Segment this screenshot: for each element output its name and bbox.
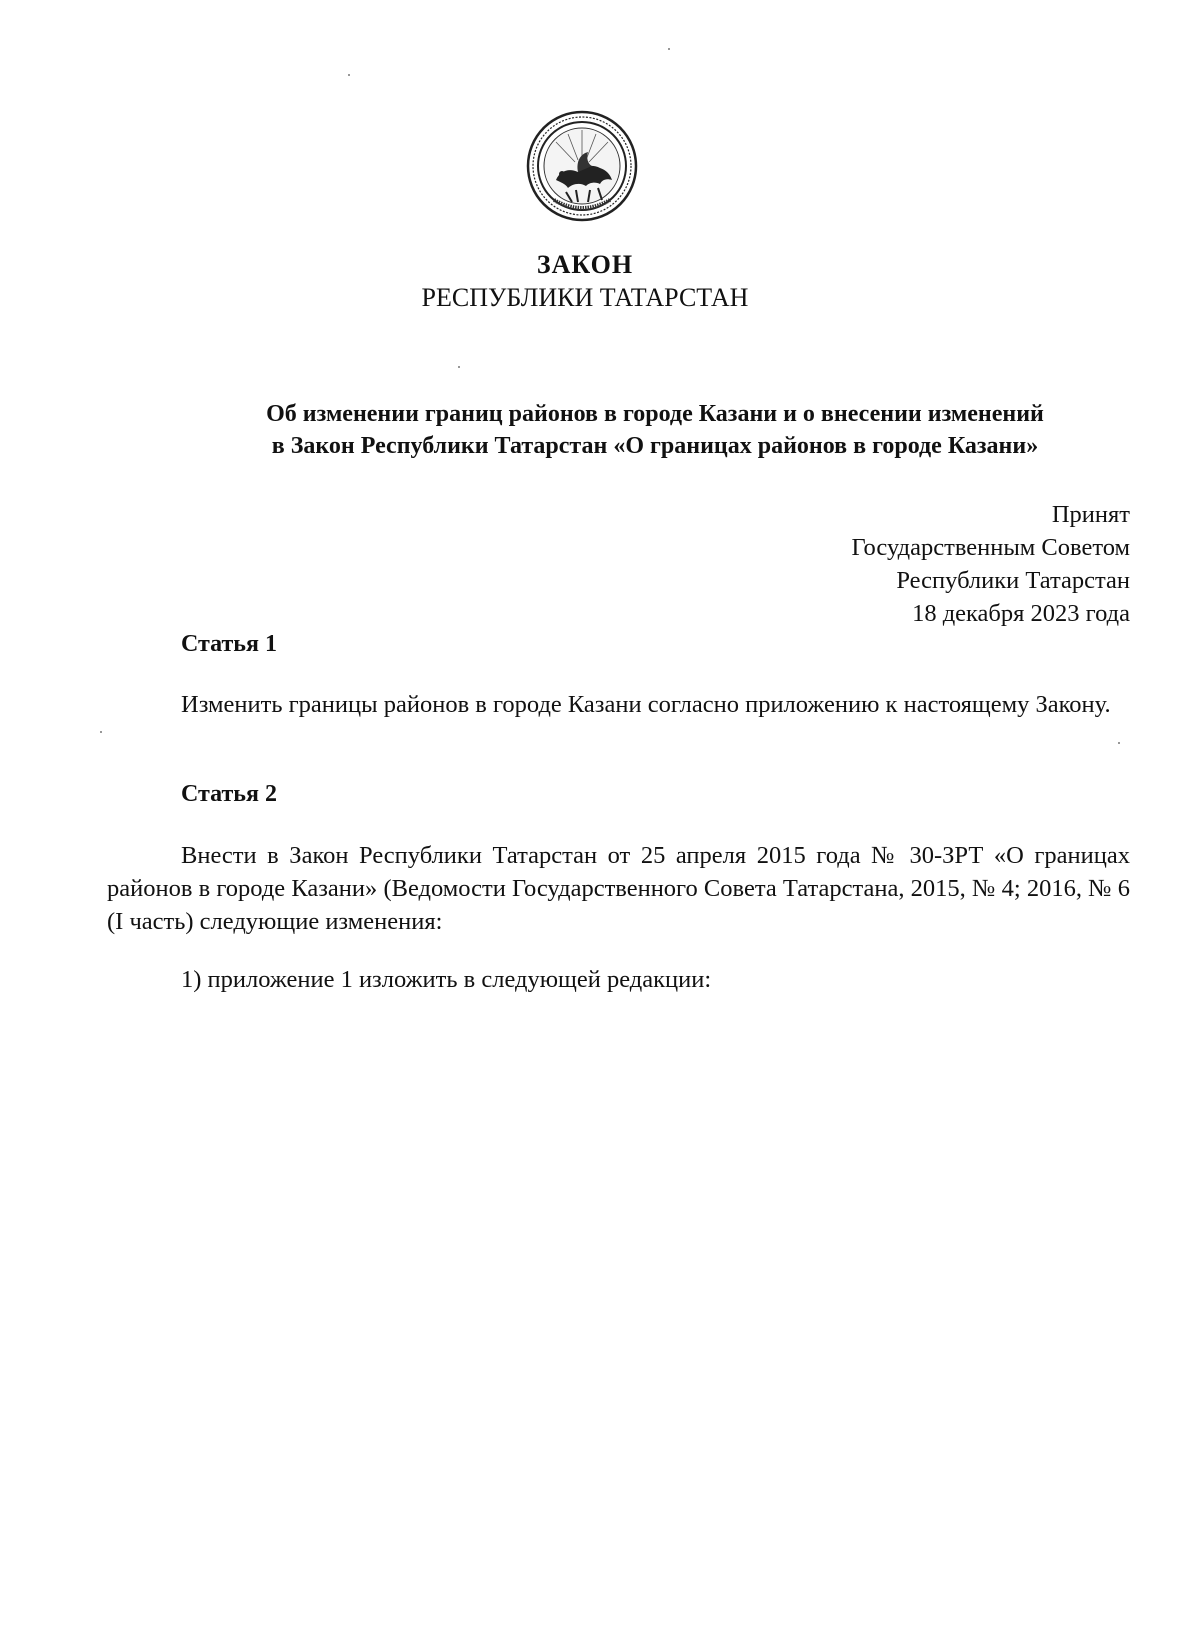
article-2-item-1-body: 1) приложение 1 изложить в следующей редакции: [181,966,712,993]
adoption-line1: Принят [1051,501,1130,528]
adoption-line2: Государственным Советом [851,534,1130,561]
scan-speck [458,366,460,368]
article-2-text [107,839,1130,938]
article-1-text [107,688,1130,721]
coat-of-arms-icon [526,110,638,222]
article-2-text-body: Внести в Закон Республики Татарстан от 25 апреля 2015 года № 30-ЗРТ «О границах районов в городе Казани» (Ведомости Государственного Совета Татарстана, 2015, № 4; 2016, № 6 (I часть) следующие изменения: [107,842,1130,935]
law-title: ЗАКОН [536,250,634,279]
adoption-date: 18 декабря 2023 года [912,600,1130,627]
scan-speck [100,731,102,733]
scan-speck [348,74,350,76]
article-2-item-1 [107,963,1130,996]
law-subtitle: РЕСПУБЛИКИ ТАТАРСТАН [421,283,749,312]
scan-speck [668,48,670,50]
document-heading-line2: в Закон Республики Татарстан «О границах районов в городе Казани» [271,433,1039,459]
adoption-block [852,498,1130,630]
document-heading-line1: Об изменении границ районов в городе Казани и о внесении изменений [266,401,1044,427]
scan-speck [1118,742,1120,744]
document-heading [180,398,1130,462]
article-1-text-body: Изменить границы районов в городе Казани согласно приложению к настоящему Закону. [181,691,1111,718]
article-1-title: Статья 1 [181,631,277,657]
adoption-line3: Республики Татарстан [896,567,1130,594]
article-2-title: Статья 2 [181,781,277,807]
